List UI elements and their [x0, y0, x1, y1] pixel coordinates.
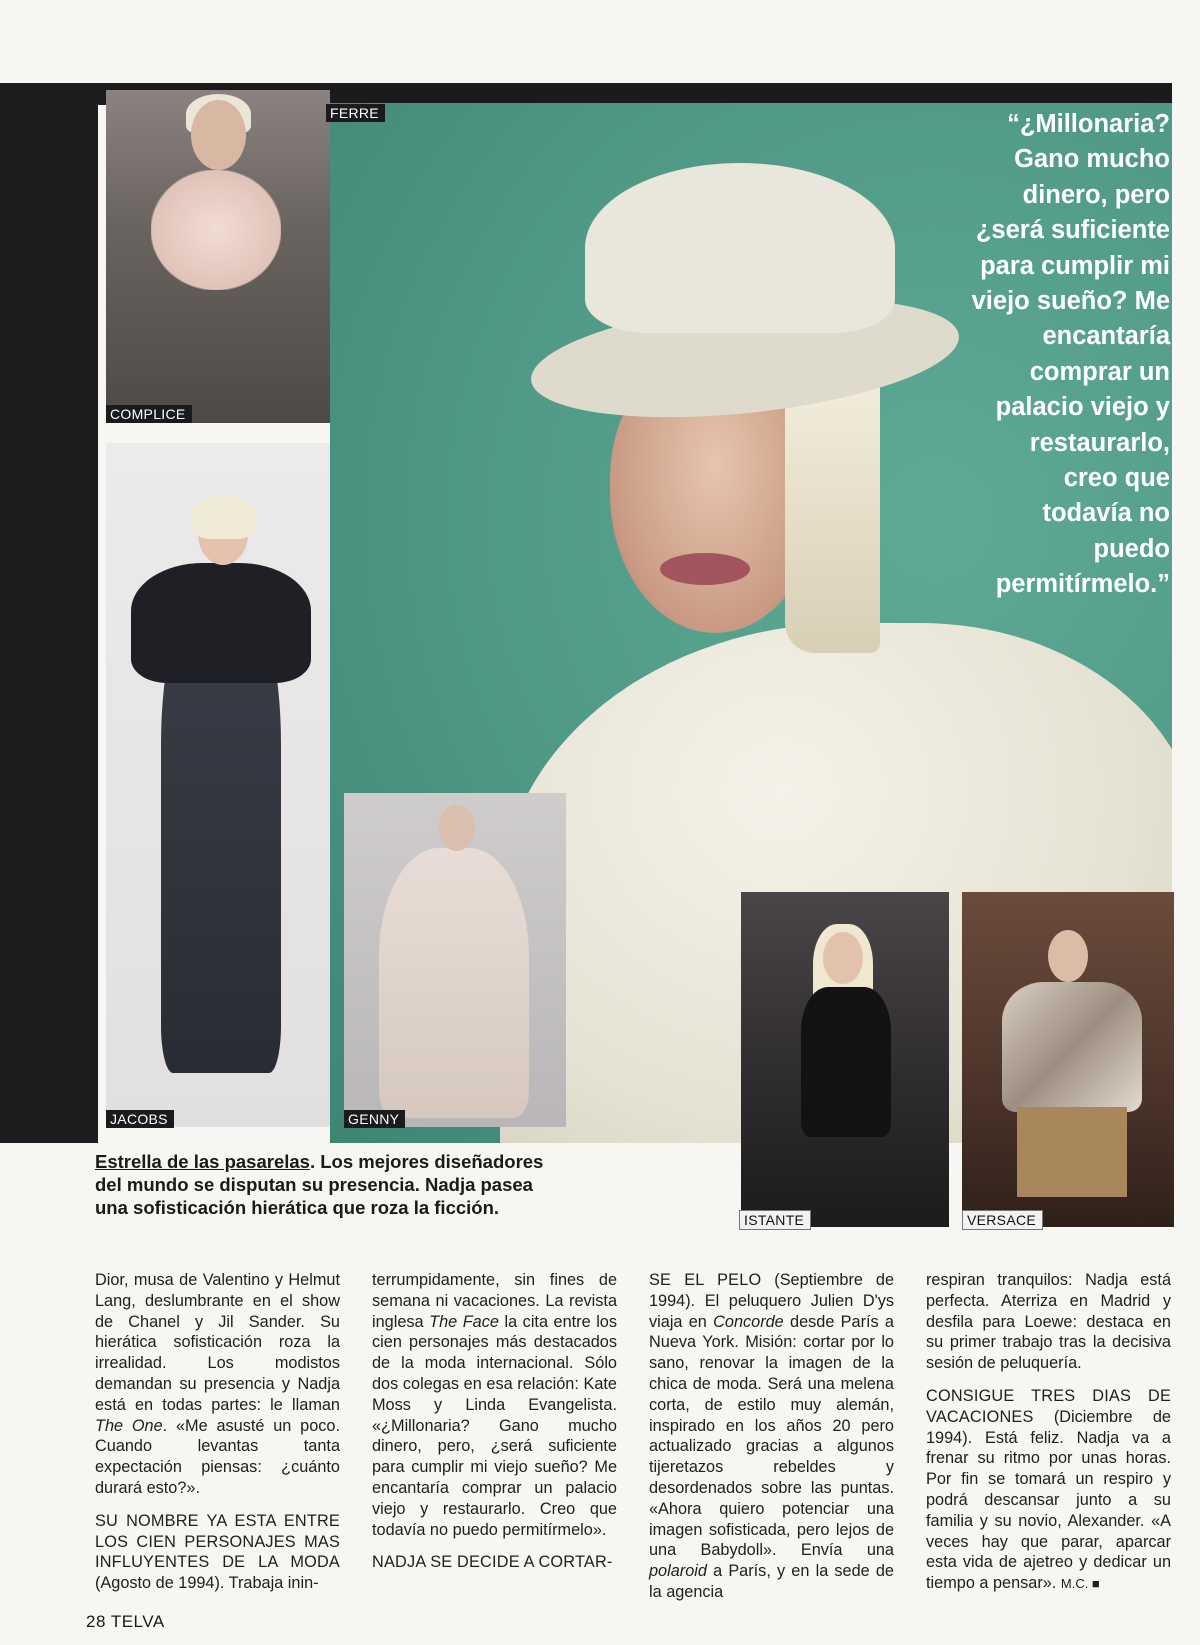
text-run: desde París a Nueva York. Misión: cortar por lo sano, renovar la imagen de la chica de moda. Será una melena corta, de estilo muy alemán, inspirado en los años 20 pero actualizado gracias a algunos tijeretazos rebeldes y desordenados sobre las puntas. «Ahora quiero potenciar una imagen sofisticada, pero lejos de una Babydoll». Envía una: [649, 1312, 894, 1560]
model-head: [191, 100, 246, 170]
paragraph: [649, 1270, 894, 1603]
text-run: . «Me asusté un poco. Cuando levantas tanta expectación piensas: ¿cuánto durará esto?».: [95, 1416, 340, 1497]
photo-istante: [741, 892, 949, 1227]
hero-lips: [660, 553, 750, 585]
caption-lead: Estrella de las pasarelas: [95, 1151, 310, 1172]
model-head: [823, 932, 863, 984]
page-folio: 28 TELVA: [86, 1612, 165, 1631]
text-run: terrumpidamente, sin fines de semana ni vacaciones. La revista inglesa: [372, 1271, 617, 1331]
article-column-1: [95, 1270, 340, 1606]
italic-run: polaroid: [649, 1562, 707, 1581]
paragraph: [95, 1270, 340, 1499]
text-run: (Diciembre de 1994). Está feliz. Nadja va a frenar su ritmo por unas horas. Por fin se tomará un respiro y podrá descansar junto a su familia y su novio, Alexander. «A veces hay que parar, aparcar esta vida de ajetreo y dedicar un tiempo a pensar».: [926, 1407, 1171, 1593]
model-jacket: [1002, 982, 1142, 1112]
author-signature: M.C. ■: [1060, 1576, 1100, 1592]
label-jacobs: JACOBS: [106, 1110, 174, 1128]
paragraph: respiran tranquilos: Nadja está perfecta. Aterriza en Madrid y desfila para Loewe: destaca en su primer trabajo tras la decisiva sesión de peluquería.: [926, 1271, 1171, 1373]
model-dress: [801, 987, 891, 1137]
section-lead: CONSIGUE TRES DIAS DE VACACIONES: [926, 1386, 1171, 1426]
text-run: (Agosto de 1994). Trabaja inin-: [95, 1574, 319, 1593]
model-jacket: [131, 563, 311, 683]
article-column-3: [649, 1270, 894, 1615]
photo-versace: [962, 892, 1174, 1227]
hero-hair: [785, 373, 880, 653]
left-dark-bar: [0, 83, 98, 1143]
section-lead: SE EL PELO: [649, 1271, 762, 1289]
label-versace: VERSACE: [962, 1210, 1043, 1230]
paragraph: [926, 1386, 1171, 1595]
text-run: Dior, musa de Valentino y Helmut Lang, deslumbrante en el show de Chanel y Jil Sander. Su hierática sofisticación roza la irrealidad. Los modistos demandan su presencia y Nadja está en todas partes: le llaman: [95, 1271, 340, 1414]
italic-run: The One: [95, 1416, 163, 1435]
label-complice: COMPLICE: [106, 405, 192, 423]
article-column-4: [926, 1270, 1171, 1607]
model-hair: [191, 495, 256, 539]
section-lead: NADJA SE DECIDE A CORTAR-: [372, 1553, 613, 1572]
paragraph: [372, 1270, 617, 1540]
model-head: [1048, 930, 1088, 982]
article-column-2: [372, 1270, 617, 1585]
paragraph: [372, 1552, 617, 1573]
model-skirt: [1017, 1107, 1127, 1197]
hero-hat: [585, 163, 895, 333]
photo-jacobs: [106, 443, 330, 1127]
label-ferre: FERRE: [326, 104, 385, 122]
model-coat: [379, 848, 529, 1118]
photo-complice: [106, 90, 330, 423]
fur-collar: [151, 170, 281, 290]
pull-quote: “¿Millonaria? Gano mucho dinero, pero ¿será suficiente para cumplir mi viejo sueño? Me encantaría comprar un palacio viejo y restaurarlo, creo que todavía no puedo permitírmelo.”: [971, 110, 1170, 599]
label-genny: GENNY: [344, 1110, 405, 1128]
photo-genny: [344, 793, 566, 1127]
italic-run: Concorde: [713, 1312, 784, 1331]
photo-caption: [95, 1150, 555, 1219]
paragraph: [95, 1511, 340, 1594]
text-run: la cita entre los cien personajes más destacados de la moda internacional. Sólo dos colegas en esa relación: Kate Moss y Linda Evangelista. «¿Millonaria? Gano mucho dinero, pero, ¿será suficiente para cumplir mi viejo sueño? Me encantaría comprar un palacio viejo y restaurarlo. Creo que todavía no puedo permitírmelo».: [372, 1312, 618, 1539]
model-head: [439, 805, 475, 851]
italic-run: The Face: [429, 1312, 499, 1331]
section-lead: SU NOMBRE YA ESTA ENTRE LOS CIEN PERSONAJES MAS INFLUYENTES DE LA MODA: [95, 1511, 340, 1572]
text-run: (Septiembre de 1994). El peluquero Julien D'ys viaja en: [649, 1271, 895, 1331]
label-istante: ISTANTE: [739, 1210, 811, 1230]
text-run: a París, y en la sede de la agencia: [649, 1562, 894, 1601]
caption-text: . Los mejores diseñadores del mundo se disputan su presencia. Nadja pasea una sofisticación hierática que roza la ficción.: [95, 1151, 544, 1218]
